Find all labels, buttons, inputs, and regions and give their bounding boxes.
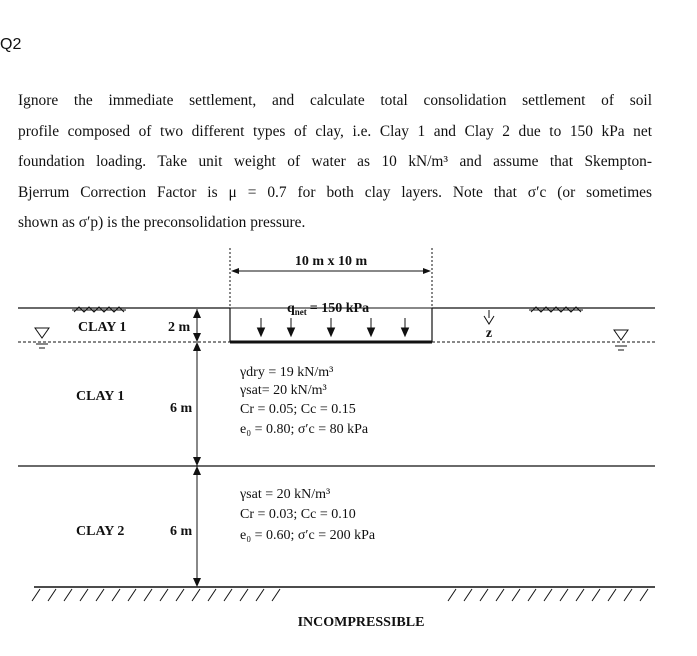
load-label: $q_{net} = 150$ kPa: [287, 301, 370, 317]
clay1-bottom-thickness: 6 m: [170, 401, 193, 416]
z-axis-label: z: [485, 326, 493, 341]
clay1-top-thickness: 2 m: [168, 320, 191, 335]
clay2-void-ratio-preconsolidation: e₀ = 0.60; σ′c = 200 kPa: [240, 528, 376, 543]
incompressible-label: INCOMPRESSIBLE: [297, 615, 425, 630]
clay1-unit-weight-dry: γdry = 19 kN/m³: [240, 365, 334, 380]
problem-line-5: shown as σ′p) is the preconsolidation pressure.: [18, 214, 306, 231]
clay1-top-name: CLAY 1: [78, 320, 127, 335]
clay2-thickness: 6 m: [170, 524, 193, 539]
clay1-bottom-name: CLAY 1: [76, 389, 125, 404]
problem-line-4: Bjerrum Correction Factor is μ = 0.7 for both clay layers. Note that σ′c (or sometimes: [18, 183, 652, 201]
footing-size-label: 10 m x 10 m: [294, 254, 368, 269]
problem-line-2: profile composed of two different types of clay, i.e. Clay 1 and Clay 2 due to 150 kPa net: [18, 122, 652, 140]
load-arrows: [258, 318, 409, 336]
clay1-void-ratio-preconsolidation: e₀ = 0.80; σ′c = 80 kPa: [240, 422, 369, 437]
clay2-unit-weight-sat: γsat = 20 kN/m³: [240, 487, 331, 502]
water-table-symbol-right: [614, 330, 628, 350]
water-table-symbol-left: [35, 328, 49, 348]
incompressible-hatch: [32, 589, 648, 601]
problem-line-1: Ignore the immediate settlement, and calculate total consolidation settlement of soil: [18, 92, 652, 109]
clay2-name: CLAY 2: [76, 524, 125, 539]
clay1-unit-weight-sat: γsat= 20 kN/m³: [240, 383, 327, 398]
question-number: Q2: [0, 36, 22, 53]
clay1-compression-indices: Cr = 0.05; Cc = 0.15: [240, 402, 356, 417]
clay2-compression-indices: Cr = 0.03; Cc = 0.10: [240, 507, 356, 522]
problem-line-3: foundation loading. Take unit weight of water as 10 kN/m³ and assume that Skempton-: [18, 153, 652, 170]
